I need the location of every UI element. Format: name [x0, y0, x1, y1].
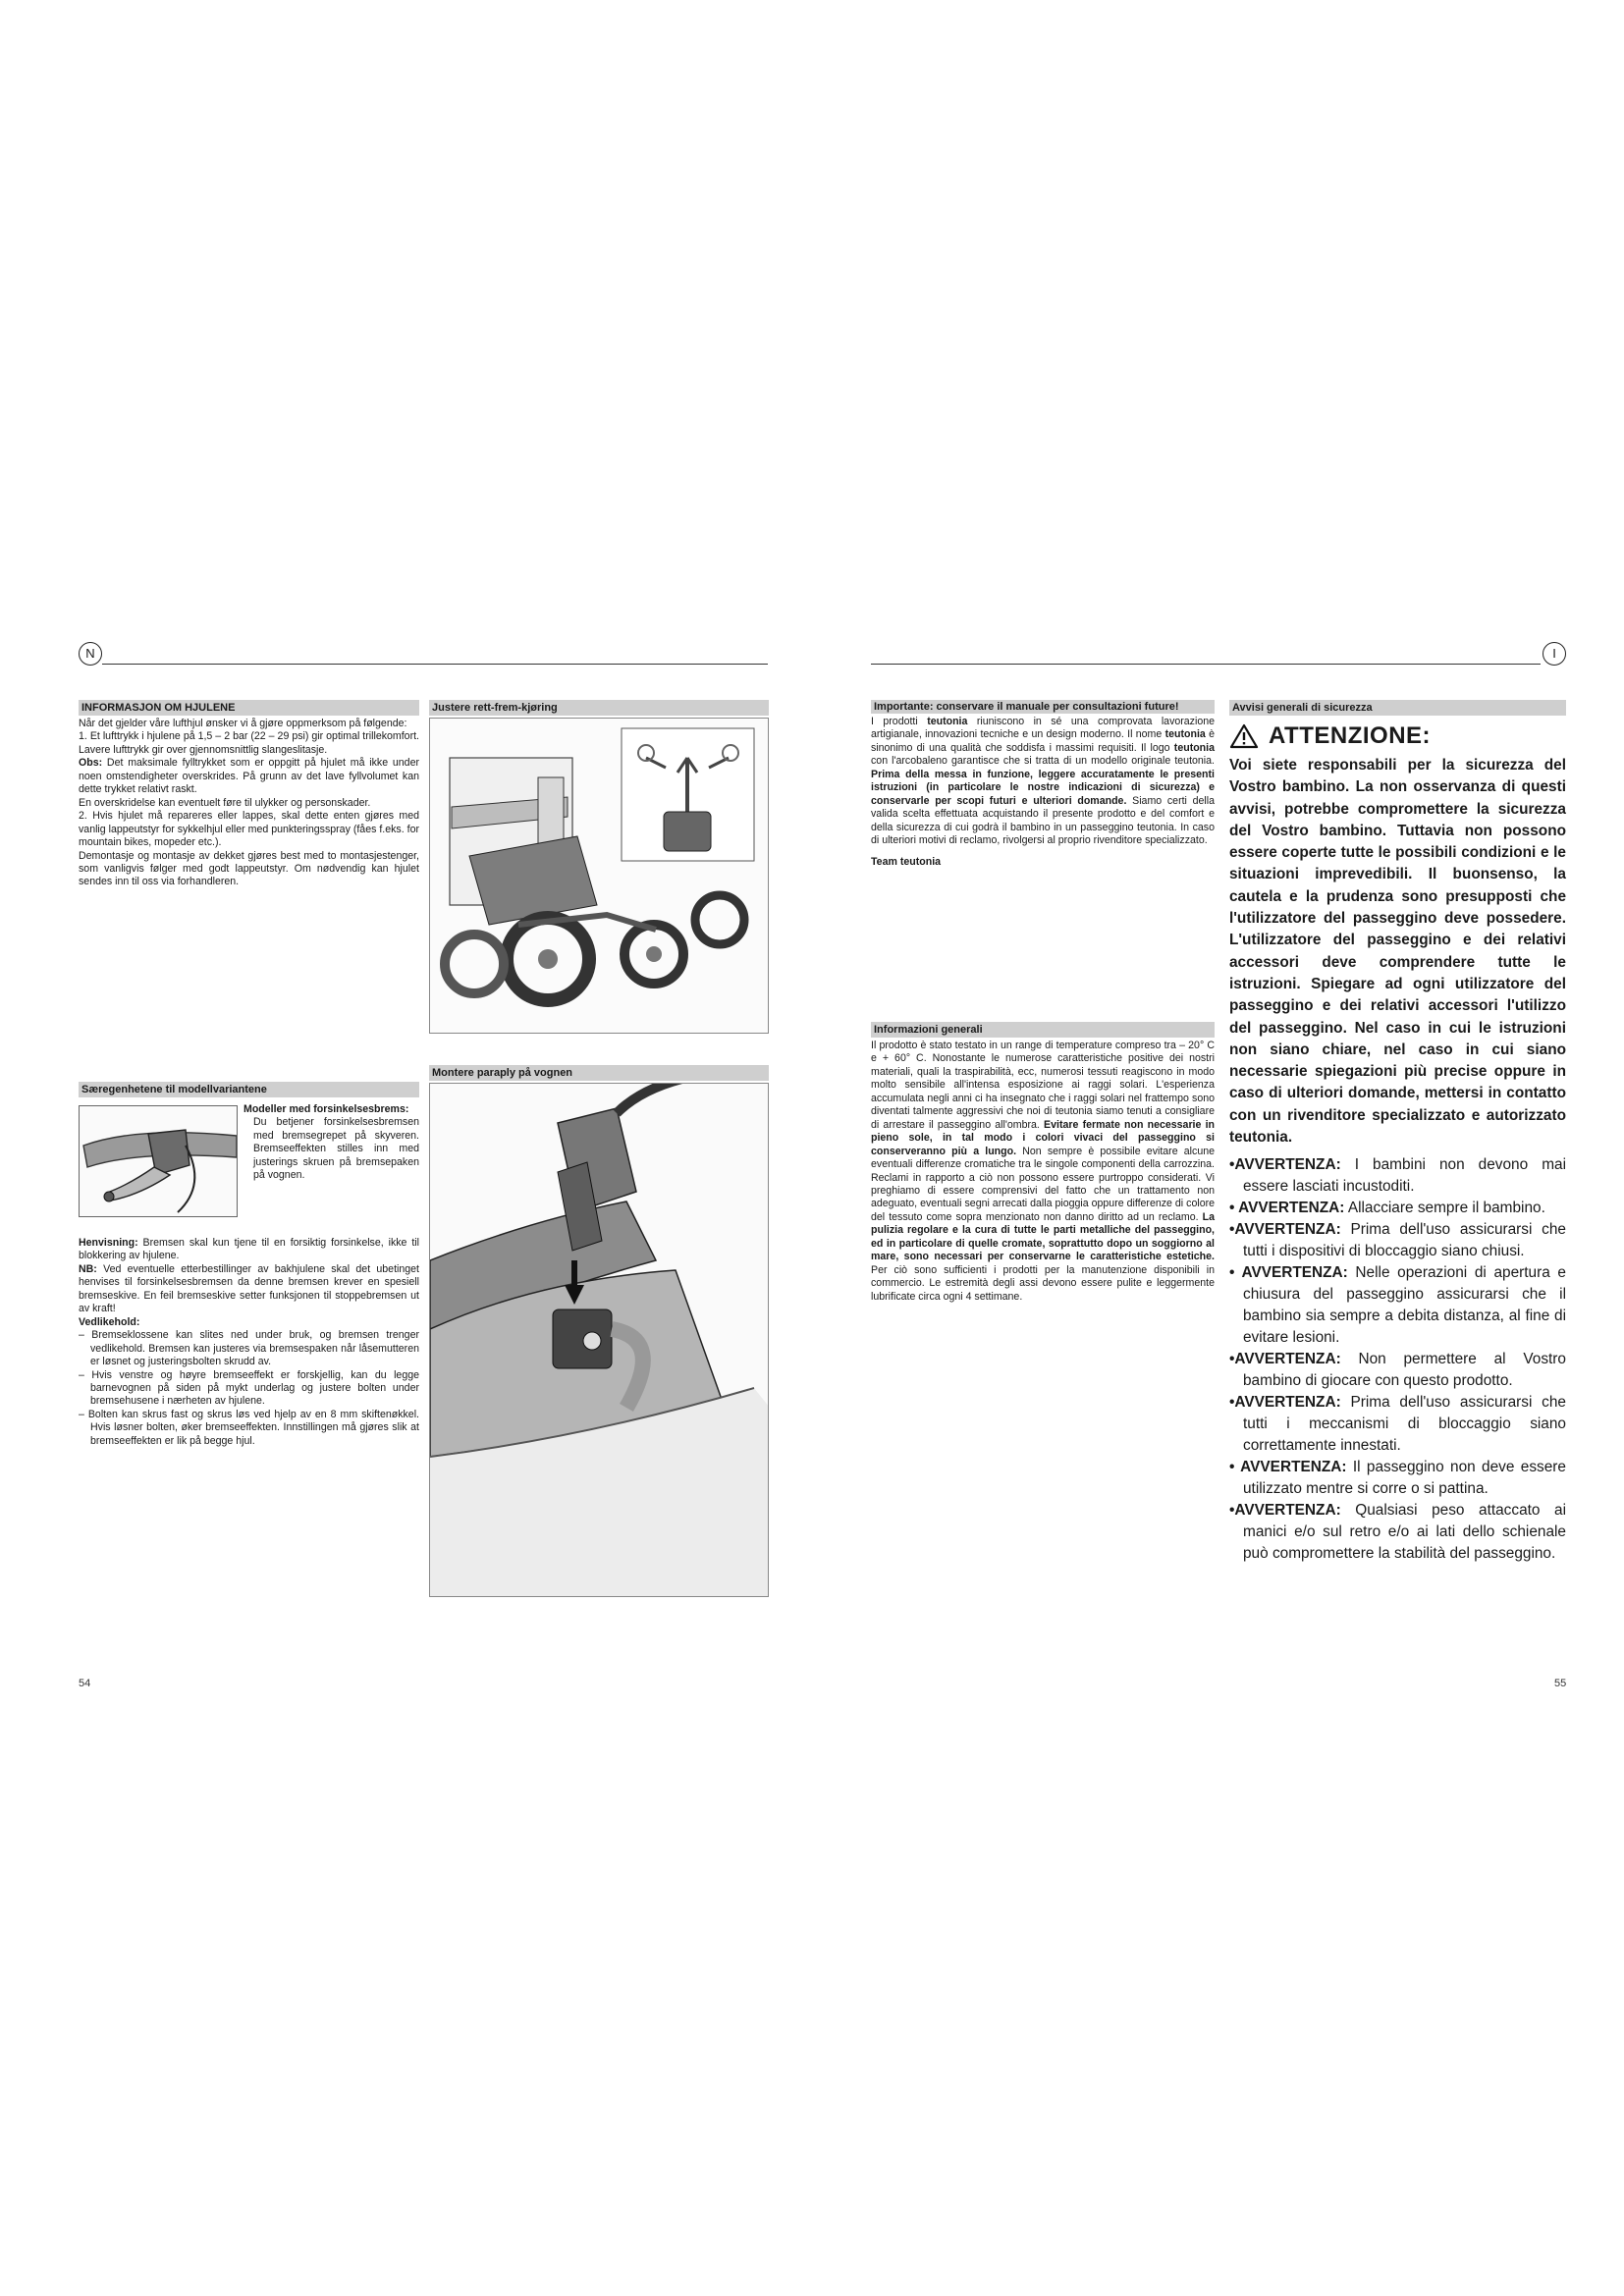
warning-text: I bambini non devono mai essere lasciati incustoditi. [1243, 1156, 1566, 1196]
warning-item [1229, 1154, 1566, 1198]
warning-label: •AVVERTENZA: [1229, 1221, 1341, 1239]
hjulene-body [79, 718, 419, 889]
hjulene-paragraph-text: Demontasje og montasje av dekket gjøres best med to montasjestenger, som vanligvis følger med godt lappeutstyr. Om nødvendig kan hjulet sendes inn til oss via forhandleren. [79, 849, 419, 888]
saeregen-paragraph [79, 1237, 419, 1263]
saeregen-title: Særegenhetene til modellvariantene [79, 1082, 419, 1097]
paraply-title: Montere paraply på vognen [429, 1065, 769, 1081]
hjulene-paragraph-text: Det maksimale fylltrykket som er oppgitt på hjulet må ikke under noen omstendigheter overskrides. På grunn av det lave fyllvolumet kan dette trykket relativt raskt. [79, 757, 419, 796]
saeregen-paragraph-label: Henvisning: [79, 1237, 138, 1249]
warning-item [1229, 1349, 1566, 1392]
warning-text: Non permettere al Vostro bambino di giocare con questo prodotto. [1243, 1351, 1566, 1390]
vedlikehold-heading: Vedlikehold: [79, 1315, 140, 1328]
hjulene-paragraph-text: 1. Et lufttrykk i hjulene på 1,5 – 2 bar (22 – 29 psi) gir optimal trillekomfort. Lavere lufttrykk gir over gjennomsnittlig slangeslitasje. [79, 730, 419, 756]
paraply-section [429, 1065, 769, 1083]
bold-run: teutonia [927, 716, 968, 727]
language-badge-n: N [79, 642, 102, 666]
warning-item [1229, 1262, 1566, 1349]
warning-label: •AVVERTENZA: [1229, 1351, 1341, 1368]
hjulene-paragraph-text: Når det gjelder våre lufthjul ønsker vi å gjøre oppmerksom på følgende: [79, 718, 407, 729]
hjulene-paragraph-text: 2. Hvis hjulet må repareres eller lappes, skal dette enten gjøres med vanlig lappeutstyr for sykkelhjul eller med punkteringsspray (fåes f.eks. for mountain bikes, mopeder etc.). [79, 810, 419, 849]
text-run: Il prodotto è stato testato in un range di temperature compreso tra – 20° C e + 60° C. Nonostante le numerose caratteristiche positive dei nostri materiali, quali la traspirabilità, ecc, numerosi tessuti reagiscono in modo molto sensibile all'intensa esposizione ai raggi solari. L'esperienza accumulata negli anni ci ha insegnato che i raggi solari nel frattempo sono diventati talmente aggressivi che noi di teutonia siamo tenuti a consigliare di arrestare il passeggino all'ombra. [871, 1040, 1215, 1131]
warning-item [1229, 1500, 1566, 1565]
warning-label: •AVVERTENZA: [1229, 1502, 1341, 1520]
bold-run: Prima della messa in funzione, leggere accuratamente le presenti istruzioni (in particolare le nostre indicazioni di sicurezza) e conservarle per scopi futuri e ulteriori domande. [871, 768, 1215, 807]
justere-section [429, 700, 769, 718]
warning-text: Il passeggino non deve essere utilizzato mentre si corre o si pattina. [1243, 1459, 1566, 1498]
model-text [244, 1103, 419, 1183]
warning-item [1229, 1457, 1566, 1500]
parasol-mount-illustration [430, 1084, 769, 1597]
text-run: riuniscono in sé una comprovata lavorazione artigianale, innovazioni tecniche e un design moderno. Il nome [871, 716, 1215, 741]
text-run: Non sempre è possibile evitare alcune eventuali differenze cromatiche tra le singole componenti della carrozzina. Reclami in rapporto a ciò non possono essere purtroppo considerati. Vi preghiamo di essere comprensivi del fatto che un trattamento non adeguato, eventuali segni arrecati dalla pioggia oppure differenze di colore del tessuto come sopra menzionato non danno diritto ad un reclamo. [871, 1145, 1215, 1223]
importante-body [871, 716, 1215, 848]
warning-triangle-icon [1229, 723, 1259, 749]
hjulene-paragraph [79, 810, 419, 849]
bold-run: teutonia [1173, 741, 1215, 754]
text-run: è sinonimo di una qualità che soddisfa i massimi requisiti. Il logo [871, 728, 1215, 754]
saeregen-paragraph-label: NB: [79, 1262, 97, 1275]
page-right [812, 0, 1624, 2296]
warning-text: Allacciare sempre il bambino. [1344, 1200, 1545, 1217]
hjulene-paragraph [79, 718, 419, 730]
language-badge-i: I [1543, 642, 1566, 666]
warning-label: •AVVERTENZA: [1229, 1156, 1341, 1174]
model-description: Du betjener forsinkelsesbremsen med bremsegrepet på skyveren. Bremseeffekten stilles inn med justerings skruen på bremsepaken på vognen. [253, 1116, 419, 1182]
warning-label: •AVVERTENZA: [1229, 1394, 1341, 1412]
warning-label: • AVVERTENZA: [1229, 1264, 1348, 1282]
brake-block [79, 1099, 419, 1237]
avvisi-title: Avvisi generali di sicurezza [1229, 700, 1566, 716]
warning-item [1229, 1392, 1566, 1457]
hjulene-paragraph [79, 850, 419, 889]
warning-text: Prima dell'uso assicurarsi che tutti i meccanismi di bloccaggio siano correttamente innestati. [1243, 1394, 1566, 1455]
bold-run: La pulizia regolare e la cura di tutte le parti metalliche del passeggino, ed in particolare di quelle cromate, soprattutto dopo un soggiorno al mare, sono necessari per conservarne le caratteristiche estetiche. [871, 1210, 1215, 1263]
brake-lever-figure [79, 1105, 238, 1217]
generali-title: Informazioni generali [871, 1022, 1215, 1038]
page-number-left: 54 [79, 1678, 91, 1689]
bold-run: Evitare fermate non necessarie in pieno sole, in tal modo i colori vivaci del passeggino si conserveranno più a lungo. [871, 1118, 1215, 1157]
vedlikehold-item: – Bremseklossene kan slites ned under bruk, og bremsen trenger vedlikehold. Bremsen kan justeres via bremsespaken når låsemutteren er løsnet og justeringsbolten skrudd av. [79, 1329, 419, 1368]
avvisi-section [1229, 700, 1566, 1565]
attention-label: ATTENZIONE: [1269, 722, 1432, 750]
hjulene-title: INFORMASJON OM HJULENE [79, 700, 419, 716]
hjulene-paragraph [79, 757, 419, 796]
saeregen-section [79, 1082, 419, 1448]
text-run: Siamo certi della valida scelta effettuata acquistando il presente prodotto e del comfort e della sicurezza di cui godrà il bambino in un passeggino teutonia. In caso di ulteriori motivi di reclamo, rivolgersi al proprio rivenditore specializzato. [871, 794, 1215, 847]
saeregen-paragraph-text: Bremsen skal kun tjene til en forsiktig forsinkelse, ikke til blokkering av hjulene. [79, 1237, 419, 1262]
warning-item [1229, 1198, 1566, 1219]
team-signature: Team teutonia [871, 855, 942, 868]
wheel-adjust-illustration [430, 719, 769, 1034]
warning-text: Prima dell'uso assicurarsi che tutti i dispositivi di bloccaggio siano chiusi. [1243, 1221, 1566, 1260]
warning-item [1229, 1219, 1566, 1262]
saeregen-body [79, 1237, 419, 1316]
text-run: Per ciò sono sufficienti i prodotti per la manutenzione disponibili in commercio. Le estremità degli assi devono essere pulite e leggermente lubrificate circa ogni 4 settimane. [871, 1263, 1215, 1303]
hjulene-paragraph [79, 797, 419, 810]
vedlikehold-item: – Bolten kan skrus fast og skrus løs ved hjelp av en 8 mm skiftenøkkel. Hvis løsner bolten, øker bremseeffekten. Innstillingen må gjøres slik at bremseeffekten er lik på begge hjul. [79, 1408, 419, 1447]
vedlikehold-list [79, 1329, 419, 1448]
parasol-figure [429, 1083, 769, 1597]
importante-title: Importante: conservare il manuale per consultazioni future! [871, 700, 1215, 714]
bold-run: teutonia [1164, 728, 1206, 741]
header-rule [871, 664, 1541, 665]
text-run: con l'arcobaleno garantisce che si tratta di un modello originale teutonia. [871, 755, 1215, 768]
vedlikehold-item: – Hvis venstre og høyre bremseeffekt er forskjellig, kan du legge barnevognen på siden på mykt underlag og justere bolten under bremsehusene i nærheten av hjulene. [79, 1368, 419, 1408]
brake-lever-illustration [80, 1106, 238, 1217]
hjulene-paragraph-text: En overskridelse kan eventuelt føre til ulykker og personskader. [79, 796, 371, 809]
stroller-wheel-figure [429, 718, 769, 1034]
saeregen-paragraph [79, 1263, 419, 1316]
attention-heading [1229, 723, 1566, 749]
hjulene-paragraph-label: Obs: [79, 757, 103, 770]
importante-section [871, 700, 1215, 869]
warning-text: Qualsiasi peso attaccato ai manici e/o sul retro e/o ai lati dello schienale può compromettere la stabilità del passeggino. [1243, 1502, 1566, 1563]
justere-title: Justere rett-frem-kjøring [429, 700, 769, 716]
model-heading: Modeller med forsinkelsesbrems: [244, 1103, 409, 1115]
warning-label: • AVVERTENZA: [1229, 1459, 1347, 1476]
text-run: I prodotti [871, 716, 928, 727]
header-rule [102, 664, 768, 665]
generali-body [871, 1040, 1215, 1304]
generali-section [871, 1022, 1215, 1304]
hjulene-section [79, 700, 419, 889]
attention-body: Voi siete responsabili per la sicurezza del Vostro bambino. La non osservanza di questi avvisi, potrebbe compromettere la sicurezza del Vostro bambino. Tuttavia non possono essere coperte tutte le possibili condizioni e le situazioni imprevedibili. Il buonsenso, la cautela e la prudenza sono presupposti che l'utilizzatore del passeggino deve possedere. L'utilizzatore del passeggino e dei relativi accessori deve comprendere tutte le istruzioni. Spiegare ad ogni utilizzatore del passeggino e dei relativi accessori l'utilizzo del passeggino. Nel caso in cui le istruzioni non siano chiare, nel caso in cui siano necessarie spiegazioni più precise oppure in caso di ulteriori domande, mettersi in contatto con un rivenditore specializzato e autorizzato teutonia. [1229, 757, 1566, 1147]
saeregen-paragraph-text: Ved eventuelle etterbestillinger av bakhjulene skal det ubetinget henvises til forsinkelsesbremsen da denne bremsen krever en spesiell bremseskive. En feil bremseskive setter funksjonen til stoppebremsen ut av kraft! [79, 1262, 419, 1315]
warning-text: Nelle operazioni di apertura e chiusura del passeggino assicurarsi che il bambino sia sempre a debita distanza, al fine di evitare lesioni. [1243, 1264, 1566, 1347]
warnings-list [1229, 1154, 1566, 1565]
hjulene-paragraph [79, 730, 419, 757]
warning-label: • AVVERTENZA: [1229, 1200, 1345, 1217]
page-number-right: 55 [1554, 1678, 1567, 1689]
